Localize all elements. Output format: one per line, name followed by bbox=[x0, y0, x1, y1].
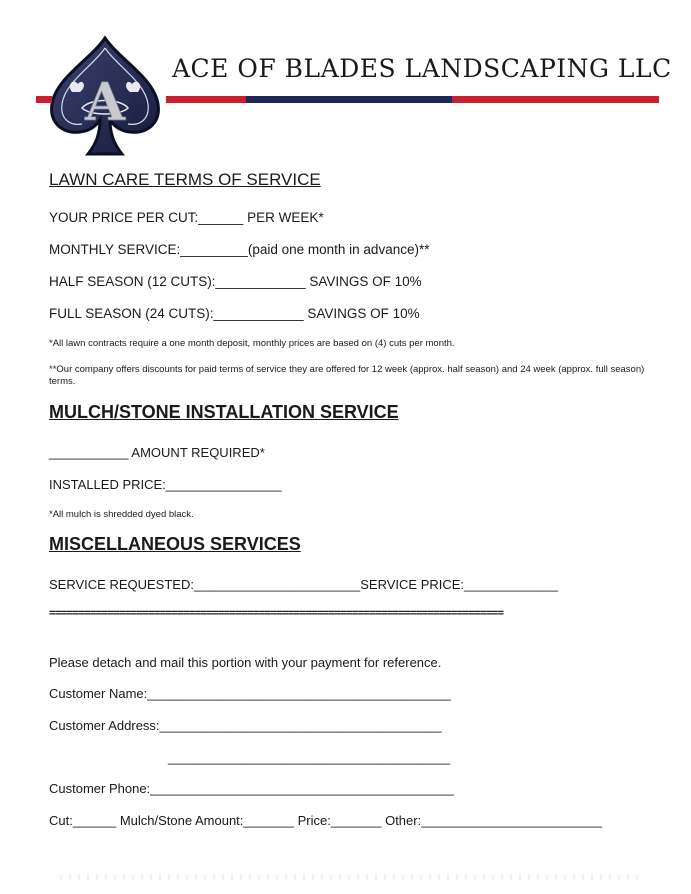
service-requested-line: SERVICE REQUESTED:_______________________SERVICE PRICE:_____________ bbox=[49, 577, 559, 592]
customer-address-line-2: _______________________________________ bbox=[168, 750, 450, 765]
mulch-note: *All mulch is shredded dyed black. bbox=[49, 509, 194, 520]
ace-of-spades-logo bbox=[38, 34, 172, 160]
company-name: ACE OF BLADES LANDSCAPING LLC bbox=[172, 54, 672, 83]
mulch-heading: MULCH/STONE INSTALLATION SERVICE bbox=[49, 402, 399, 422]
misc-heading: MISCELLANEOUS SERVICES bbox=[49, 534, 301, 554]
lawn-deposit-note: *All lawn contracts require a one month deposit, monthly prices are based on (4) cuts per month. bbox=[49, 338, 455, 349]
header-band-red-right bbox=[452, 96, 659, 103]
payment-details-line: Cut:______ Mulch/Stone Amount:_______ Price:_______ Other:_________________________ bbox=[49, 813, 602, 828]
logo-letter: A bbox=[84, 72, 126, 133]
full-season-line: FULL SEASON (24 CUTS):____________ SAVINGS OF 10% bbox=[49, 306, 420, 321]
detach-instruction: Please detach and mail this portion with your payment for reference. bbox=[49, 655, 442, 670]
half-season-line: HALF SEASON (12 CUTS):____________ SAVINGS OF 10% bbox=[49, 274, 422, 289]
price-per-cut-line: YOUR PRICE PER CUT:______ PER WEEK* bbox=[49, 210, 324, 225]
header-band-navy bbox=[246, 96, 452, 103]
lawn-discount-note: **Our company offers discounts for paid terms of service they are offered for 12 week (approx. half season) and 24 week (approx. full season) terms. bbox=[49, 364, 645, 387]
monthly-service-line: MONTHLY SERVICE:_________(paid one month in advance)** bbox=[49, 242, 430, 257]
customer-name-line: Customer Name:__________________________________________ bbox=[49, 686, 451, 701]
header-band-red-left bbox=[36, 96, 52, 103]
detach-separator: ============================================================================== bbox=[49, 606, 504, 619]
customer-phone-line: Customer Phone:__________________________________________ bbox=[49, 781, 454, 796]
header-band-red bbox=[166, 96, 246, 103]
customer-address-line: Customer Address:_______________________________________ bbox=[49, 718, 442, 733]
installed-price-line: INSTALLED PRICE:________________ bbox=[49, 477, 282, 492]
lawn-care-heading: LAWN CARE TERMS OF SERVICE bbox=[49, 170, 321, 189]
scan-artifact bbox=[60, 874, 640, 880]
mulch-amount-line: ___________ AMOUNT REQUIRED* bbox=[49, 445, 265, 460]
